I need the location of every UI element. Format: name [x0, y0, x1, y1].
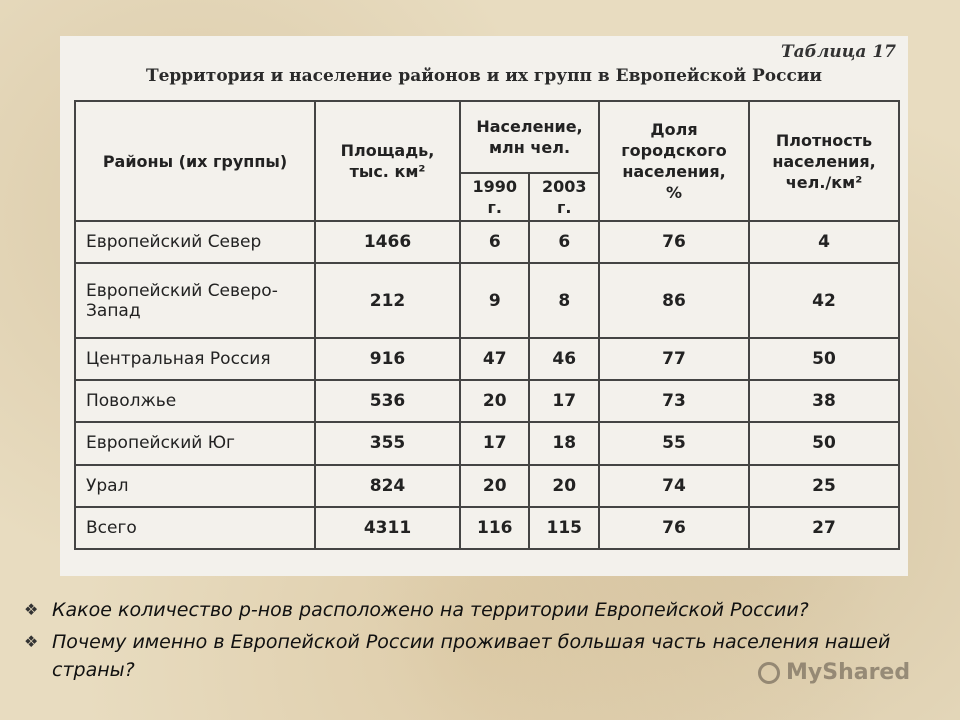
cell-pop2003: 115 — [529, 507, 599, 549]
header-urban-share: Доля городского населения, % — [599, 101, 749, 221]
cell-urban: 55 — [599, 422, 749, 464]
table-row — [75, 338, 899, 380]
cell-urban: 76 — [599, 507, 749, 549]
cell-pop1990: 20 — [460, 465, 529, 507]
cell-area: 536 — [315, 380, 460, 422]
cell-region: Европейский Север — [75, 221, 315, 263]
cell-region: Центральная Россия — [75, 338, 315, 380]
cell-pop1990: 116 — [460, 507, 529, 549]
question-item — [20, 596, 940, 624]
cell-density: 25 — [749, 465, 899, 507]
table-row — [75, 507, 899, 549]
cell-pop1990: 9 — [460, 263, 529, 338]
watermark-logo-icon — [758, 662, 780, 684]
question-text: Почему именно в Европейской России проживает большая часть населения нашей страны? — [52, 631, 891, 681]
table-row — [75, 380, 899, 422]
cell-region: Европейский Юг — [75, 422, 315, 464]
diamond-bullet-icon: ❖ — [24, 632, 39, 651]
cell-density: 42 — [749, 263, 899, 338]
cell-region: Европейский Северо-Запад — [75, 263, 315, 338]
table-body — [75, 221, 899, 549]
cell-region: Урал — [75, 465, 315, 507]
header-region: Районы (их группы) — [75, 101, 315, 221]
cell-density: 50 — [749, 338, 899, 380]
cell-area: 355 — [315, 422, 460, 464]
table-title: Территория и население районов и их групп в Европейской России — [145, 66, 823, 86]
cell-pop1990: 47 — [460, 338, 529, 380]
cell-area: 1466 — [315, 221, 460, 263]
data-table — [74, 100, 900, 550]
cell-region: Всего — [75, 507, 315, 549]
header-year-1990: 1990 г. — [460, 173, 529, 221]
cell-pop2003: 6 — [529, 221, 599, 263]
table-panel — [60, 36, 908, 576]
cell-urban: 86 — [599, 263, 749, 338]
cell-pop2003: 18 — [529, 422, 599, 464]
cell-pop1990: 6 — [460, 221, 529, 263]
header-area: Площадь, тыс. км² — [315, 101, 460, 221]
cell-urban: 77 — [599, 338, 749, 380]
diamond-bullet-icon: ❖ — [24, 600, 39, 619]
watermark-text: MyShared — [786, 660, 911, 685]
cell-urban: 74 — [599, 465, 749, 507]
cell-pop2003: 20 — [529, 465, 599, 507]
watermark — [758, 660, 910, 685]
table-row — [75, 221, 899, 263]
cell-pop1990: 20 — [460, 380, 529, 422]
cell-area: 824 — [315, 465, 460, 507]
cell-density: 50 — [749, 422, 899, 464]
cell-density: 38 — [749, 380, 899, 422]
cell-region: Поволжье — [75, 380, 315, 422]
question-text: Какое количество р-нов расположено на территории Европейской России? — [52, 599, 809, 621]
cell-pop2003: 8 — [529, 263, 599, 338]
table-number: Таблица 17 — [781, 42, 896, 62]
cell-density: 4 — [749, 221, 899, 263]
header-density: Плотность населения, чел./км² — [749, 101, 899, 221]
cell-urban: 76 — [599, 221, 749, 263]
cell-pop2003: 17 — [529, 380, 599, 422]
cell-area: 4311 — [315, 507, 460, 549]
header-population: Население, млн чел. — [460, 101, 599, 173]
cell-area: 916 — [315, 338, 460, 380]
header-year-2003: 2003 г. — [529, 173, 599, 221]
table-row — [75, 465, 899, 507]
table-row — [75, 263, 899, 338]
table-row — [75, 422, 899, 464]
cell-urban: 73 — [599, 380, 749, 422]
cell-density: 27 — [749, 507, 899, 549]
cell-area: 212 — [315, 263, 460, 338]
cell-pop2003: 46 — [529, 338, 599, 380]
cell-pop1990: 17 — [460, 422, 529, 464]
